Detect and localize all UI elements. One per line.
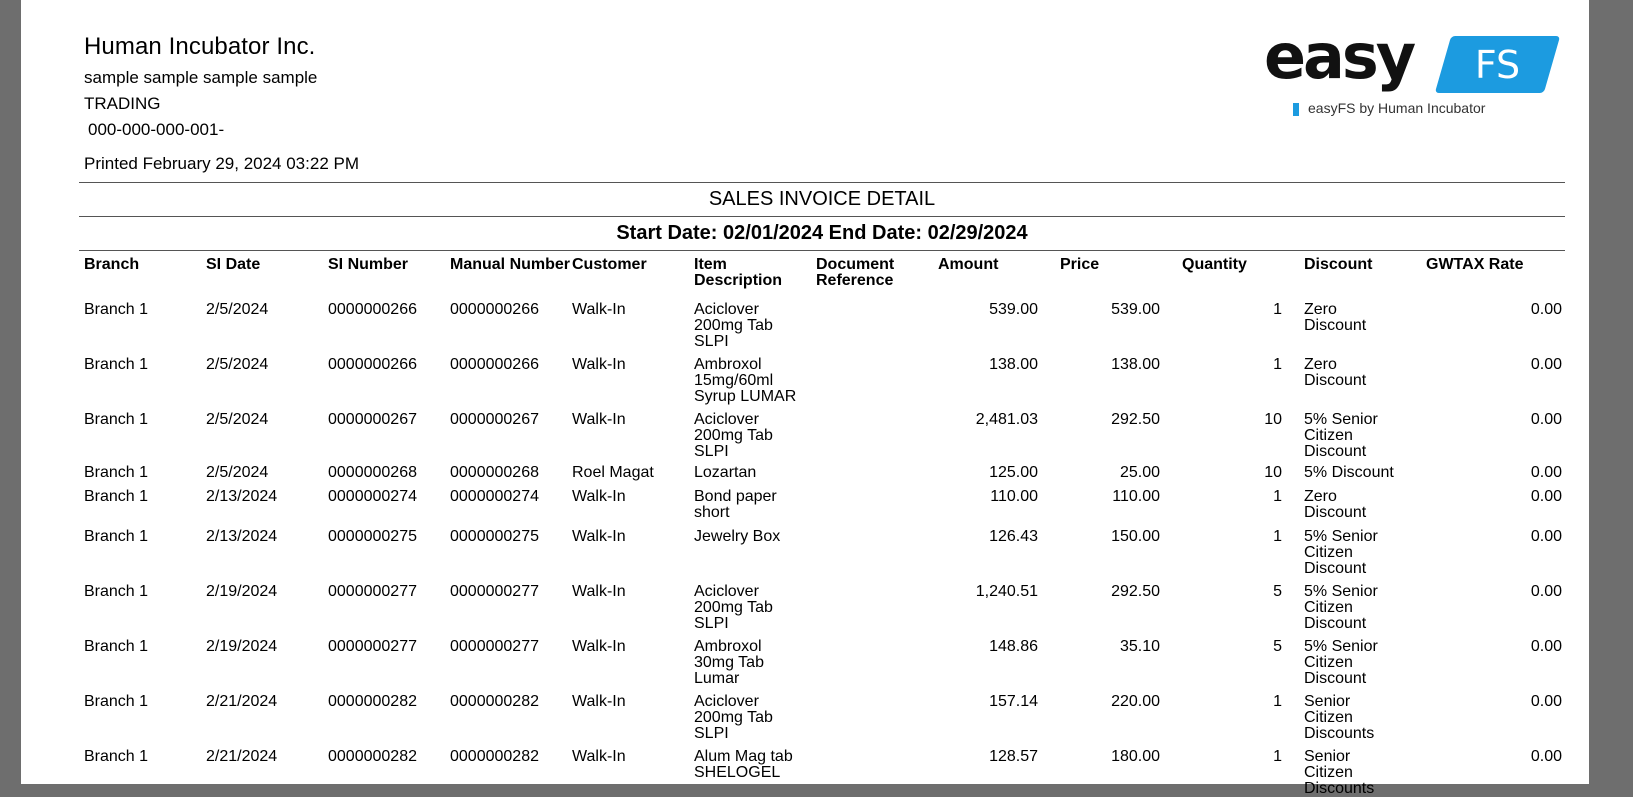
cell-discount: Zero Discount [1304, 301, 1367, 334]
cell-price: 180.00 [1111, 748, 1160, 765]
cell-price: 35.10 [1119, 638, 1160, 655]
cell-manual-number: 0000000274 [450, 488, 539, 505]
cell-gwtax-rate: 0.00 [1530, 488, 1562, 505]
header-branch: Branch [84, 256, 140, 273]
logo-tagline: easyFS by Human Incubator [1308, 100, 1486, 116]
cell-item-description: Jewelry Box [694, 528, 781, 545]
cell-branch: Branch 1 [84, 528, 149, 545]
cell-gwtax-rate: 0.00 [1530, 464, 1562, 481]
cell-customer: Walk-In [572, 638, 626, 655]
report-page [21, 0, 1589, 797]
cell-quantity: 10 [1264, 411, 1282, 428]
cell-item-description: Ambroxol 30mg Tab Lumar [694, 638, 764, 687]
cell-discount: Senior Citizen Discounts [1304, 748, 1375, 797]
logo-word: easy [1264, 20, 1414, 93]
cell-si-date: 2/5/2024 [206, 464, 269, 481]
cell-branch: Branch 1 [84, 488, 149, 505]
cell-quantity: 5 [1273, 638, 1282, 655]
cell-item-description: Aciclover 200mg Tab SLPI [694, 301, 773, 350]
cell-quantity: 1 [1273, 488, 1282, 505]
cell-discount: Senior Citizen Discounts [1304, 693, 1375, 742]
cell-gwtax-rate: 0.00 [1530, 748, 1562, 765]
cell-branch: Branch 1 [84, 693, 149, 710]
cell-gwtax-rate: 0.00 [1530, 693, 1562, 710]
cell-quantity: 5 [1273, 583, 1282, 600]
cell-item-description: Aciclover 200mg Tab SLPI [694, 411, 773, 460]
header-customer: Customer [572, 256, 647, 273]
cell-amount: 110.00 [990, 488, 1038, 505]
cell-manual-number: 0000000268 [450, 464, 539, 481]
cell-branch: Branch 1 [84, 748, 149, 765]
cell-customer: Walk-In [572, 528, 626, 545]
company-tin: 000-000-000-001- [88, 120, 225, 139]
cell-discount: 5% Discount [1304, 464, 1394, 481]
header-item-description: Item Description [694, 256, 783, 289]
cell-item-description: Alum Mag tab SHELOGEL [694, 748, 793, 781]
cell-branch: Branch 1 [84, 411, 149, 428]
cell-branch: Branch 1 [84, 464, 149, 481]
cell-quantity: 1 [1273, 528, 1282, 545]
cell-amount: 128.57 [989, 748, 1038, 765]
company-subtitle: sample sample sample sample [84, 68, 318, 87]
cell-customer: Walk-In [572, 583, 626, 600]
company-type: TRADING [84, 94, 161, 113]
cell-amount: 157.14 [989, 693, 1038, 710]
easyfs-logo [1264, 20, 1554, 121]
cell-discount: 5% Senior Citizen Discount [1304, 528, 1378, 577]
header-manual-number: Manual Number [450, 256, 571, 273]
cell-quantity: 1 [1273, 301, 1282, 318]
cell-si-date: 2/13/2024 [206, 528, 278, 545]
header-price: Price [1060, 256, 1100, 273]
cell-manual-number: 0000000277 [450, 638, 539, 655]
cell-amount: 126.43 [989, 528, 1038, 545]
cell-branch: Branch 1 [84, 638, 149, 655]
cell-amount: 125.00 [989, 464, 1038, 481]
cell-manual-number: 0000000275 [450, 528, 539, 545]
divider [79, 182, 1565, 183]
cell-price: 150.00 [1111, 528, 1160, 545]
report-title: SALES INVOICE DETAIL [708, 188, 936, 210]
cell-amount: 539.00 [989, 301, 1038, 318]
cell-si-number: 0000000277 [328, 583, 417, 600]
cell-si-date: 2/19/2024 [206, 583, 278, 600]
cell-customer: Roel Magat [572, 464, 654, 481]
cell-si-date: 2/13/2024 [206, 488, 278, 505]
cell-quantity: 1 [1273, 356, 1282, 373]
cell-item-description: Lozartan [694, 464, 757, 481]
cell-gwtax-rate: 0.00 [1530, 301, 1562, 318]
cell-si-date: 2/5/2024 [206, 411, 269, 428]
cell-manual-number: 0000000267 [450, 411, 539, 428]
cell-customer: Walk-In [572, 411, 626, 428]
cell-customer: Walk-In [572, 356, 626, 373]
header-gwtax-rate: GWTAX Rate [1426, 256, 1524, 273]
cell-si-number: 0000000282 [328, 748, 417, 765]
cell-si-number: 0000000266 [328, 301, 417, 318]
logo-accent-bar [1293, 103, 1299, 116]
logo-fs-badge: FS [1435, 36, 1560, 93]
cell-item-description: Aciclover 200mg Tab SLPI [694, 583, 773, 632]
cell-branch: Branch 1 [84, 356, 149, 373]
cell-customer: Walk-In [572, 748, 626, 765]
cell-si-date: 2/5/2024 [206, 356, 269, 373]
cell-price: 539.00 [1111, 301, 1160, 318]
cell-si-number: 0000000277 [328, 638, 417, 655]
divider [79, 250, 1565, 251]
cell-gwtax-rate: 0.00 [1530, 411, 1562, 428]
cell-si-date: 2/19/2024 [206, 638, 278, 655]
company-name: Human Incubator Inc. [84, 33, 316, 60]
cell-gwtax-rate: 0.00 [1530, 583, 1562, 600]
cell-si-number: 0000000267 [328, 411, 417, 428]
cell-amount: 1,240.51 [975, 583, 1038, 600]
cell-manual-number: 0000000282 [450, 693, 539, 710]
cell-quantity: 1 [1273, 748, 1282, 765]
cell-quantity: 1 [1273, 693, 1282, 710]
cell-amount: 2,481.03 [975, 411, 1038, 428]
cell-customer: Walk-In [572, 301, 626, 318]
header-document-reference: Document Reference [816, 256, 895, 289]
cell-manual-number: 0000000277 [450, 583, 539, 600]
header-si-number: SI Number [328, 256, 409, 273]
report-date-range: Start Date: 02/01/2024 End Date: 02/29/2024 [616, 222, 1028, 244]
cell-price: 110.00 [1112, 488, 1160, 505]
cell-amount: 148.86 [989, 638, 1038, 655]
cell-quantity: 10 [1264, 464, 1282, 481]
cell-manual-number: 0000000266 [450, 356, 539, 373]
cell-discount: Zero Discount [1304, 488, 1367, 521]
cell-si-number: 0000000282 [328, 693, 417, 710]
printed-timestamp: Printed February 29, 2024 03:22 PM [84, 154, 359, 173]
cell-price: 220.00 [1111, 693, 1160, 710]
cell-price: 292.50 [1111, 411, 1160, 428]
cell-price: 25.00 [1119, 464, 1160, 481]
cell-customer: Walk-In [572, 488, 626, 505]
cell-amount: 138.00 [989, 356, 1038, 373]
header-quantity: Quantity [1182, 256, 1247, 273]
cell-item-description: Bond paper short [694, 488, 777, 521]
cell-gwtax-rate: 0.00 [1530, 528, 1562, 545]
cell-si-number: 0000000274 [328, 488, 417, 505]
cell-manual-number: 0000000282 [450, 748, 539, 765]
cell-discount: Zero Discount [1304, 356, 1367, 389]
cell-price: 292.50 [1111, 583, 1160, 600]
cell-si-number: 0000000275 [328, 528, 417, 545]
cell-discount: 5% Senior Citizen Discount [1304, 583, 1378, 632]
header-si-date: SI Date [206, 256, 261, 273]
divider [79, 216, 1565, 217]
cell-si-number: 0000000266 [328, 356, 417, 373]
cell-customer: Walk-In [572, 693, 626, 710]
cell-branch: Branch 1 [84, 583, 149, 600]
cell-si-number: 0000000268 [328, 464, 417, 481]
cell-si-date: 2/21/2024 [206, 748, 278, 765]
cell-gwtax-rate: 0.00 [1530, 638, 1562, 655]
cell-si-date: 2/21/2024 [206, 693, 278, 710]
header-amount: Amount [938, 256, 999, 273]
cell-si-date: 2/5/2024 [206, 301, 269, 318]
cell-discount: 5% Senior Citizen Discount [1304, 411, 1378, 460]
header-discount: Discount [1304, 256, 1373, 273]
cell-item-description: Aciclover 200mg Tab SLPI [694, 693, 773, 742]
cell-manual-number: 0000000266 [450, 301, 539, 318]
cell-gwtax-rate: 0.00 [1530, 356, 1562, 373]
cell-discount: 5% Senior Citizen Discount [1304, 638, 1378, 687]
cell-price: 138.00 [1111, 356, 1160, 373]
cell-item-description: Ambroxol 15mg/60ml Syrup LUMAR [694, 356, 797, 405]
cell-branch: Branch 1 [84, 301, 149, 318]
